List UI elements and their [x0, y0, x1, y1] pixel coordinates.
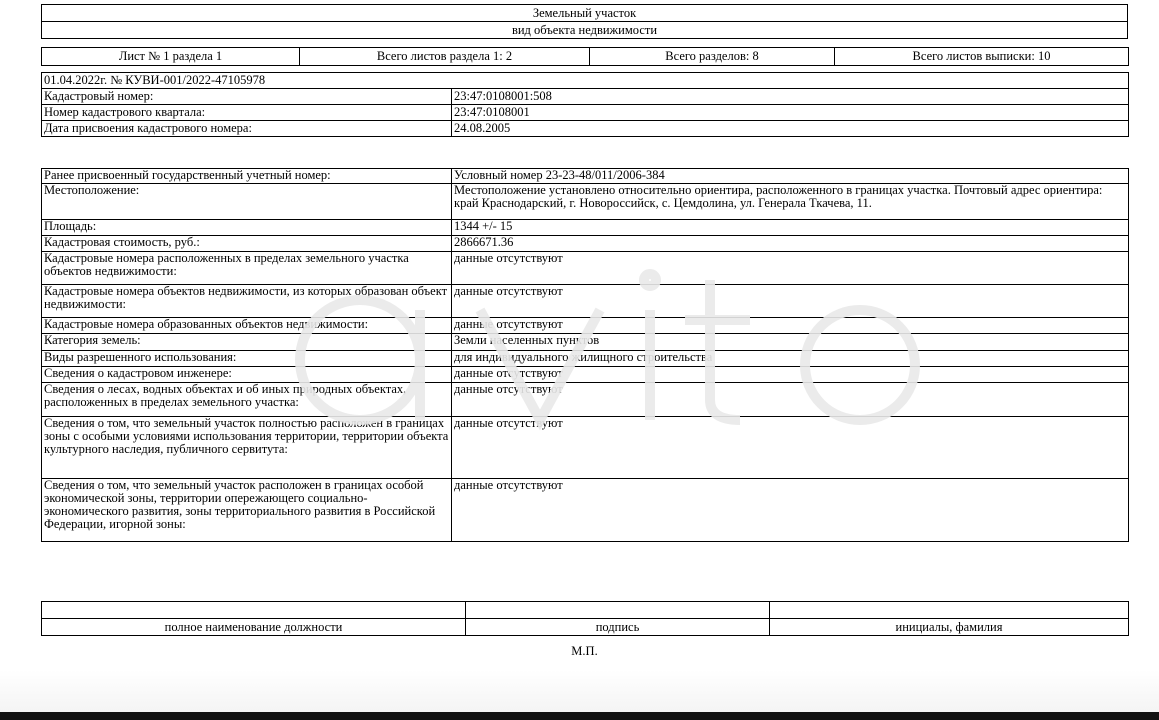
- table-row: [42, 252, 1129, 285]
- sections-total: Всего разделов: 8: [590, 48, 835, 66]
- row-label: Кадастровая стоимость, руб.:: [42, 236, 452, 252]
- sheets-info-table: [41, 47, 1129, 66]
- table-row: [42, 417, 1129, 479]
- row-value: данные отсутствуют: [452, 252, 1129, 285]
- viewer-bottom-edge: [0, 712, 1159, 720]
- row-label: Виды разрешенного использования:: [42, 351, 452, 367]
- name-field: [770, 602, 1129, 619]
- document-reference: 01.04.2022г. № КУВИ-001/2022-47105978: [42, 73, 1129, 89]
- row-value: данные отсутствуют: [452, 367, 1129, 383]
- signature-caption: подпись: [466, 619, 770, 636]
- table-row: [42, 351, 1129, 367]
- position-field: [42, 602, 466, 619]
- row-value: Местоположение установлено относительно ориентира, расположенного в границах участка. Почтовый адрес ориентира: край Краснодарский, г. Новороссийск, с. Цемдолина, ул. Генерала Ткачева, 11.: [452, 184, 1129, 220]
- row-label: Ранее присвоенный государственный учетный номер:: [42, 169, 452, 184]
- page-bottom-shade: [0, 670, 1159, 712]
- row-value: 23:47:0108001:508: [452, 89, 1129, 105]
- row-label: Сведения о кадастровом инженере:: [42, 367, 452, 383]
- table-row: [42, 236, 1129, 252]
- row-label: Номер кадастрового квартала:: [42, 105, 452, 121]
- table-row: [42, 89, 1129, 105]
- extract-sheets-total: Всего листов выписки: 10: [835, 48, 1129, 66]
- table-row: [42, 121, 1129, 137]
- row-value: 23:47:0108001: [452, 105, 1129, 121]
- row-label: Кадастровые номера расположенных в пределах земельного участка объектов недвижимости:: [42, 252, 452, 285]
- cadastral-info-table: [41, 72, 1129, 137]
- row-value: данные отсутствуют: [452, 383, 1129, 417]
- object-type-title: Земельный участок: [42, 5, 1128, 22]
- row-value: 24.08.2005: [452, 121, 1129, 137]
- row-label: Сведения о лесах, водных объектах и об иных природных объектах, расположенных в пределах земельного участка:: [42, 383, 452, 417]
- table-row: [42, 318, 1129, 334]
- object-kind-caption: вид объекта недвижимости: [42, 22, 1128, 39]
- table-row: [42, 367, 1129, 383]
- row-label: Кадастровые номера образованных объектов недвижимости:: [42, 318, 452, 334]
- row-label: Сведения о том, что земельный участок полностью расположен в границах зоны с особыми условиями использования территории, территории объекта культурного наследия, публичного сервитута:: [42, 417, 452, 479]
- signature-table: [41, 601, 1129, 636]
- row-value: данные отсутствуют: [452, 479, 1129, 542]
- stamp-place-label: М.П.: [571, 644, 598, 658]
- row-label: Кадастровые номера объектов недвижимости, из которых образован объект недвижимости:: [42, 285, 452, 318]
- table-row: [42, 184, 1129, 220]
- table-row: [42, 285, 1129, 318]
- signature-field: [466, 602, 770, 619]
- row-label: Дата присвоения кадастрового номера:: [42, 121, 452, 137]
- row-value: 2866671.36: [452, 236, 1129, 252]
- section-sheets-total: Всего листов раздела 1: 2: [300, 48, 590, 66]
- row-label: Площадь:: [42, 220, 452, 236]
- row-label: Категория земель:: [42, 334, 452, 351]
- row-value: для индивидуального жилищного строительства: [452, 351, 1129, 367]
- table-row: [42, 383, 1129, 417]
- table-row: [42, 105, 1129, 121]
- row-value: данные отсутствуют: [452, 285, 1129, 318]
- table-row: [42, 220, 1129, 236]
- row-label: Кадастровый номер:: [42, 89, 452, 105]
- row-value: данные отсутствуют: [452, 417, 1129, 479]
- sheet-number: Лист № 1 раздела 1: [42, 48, 300, 66]
- table-row: [42, 169, 1129, 184]
- row-value: 1344 +/- 15: [452, 220, 1129, 236]
- row-value: данные отсутствуют: [452, 318, 1129, 334]
- row-value: Условный номер 23-23-48/011/2006-384: [452, 169, 1129, 184]
- row-label: Местоположение:: [42, 184, 452, 220]
- table-row: [42, 479, 1129, 542]
- position-caption: полное наименование должности: [42, 619, 466, 636]
- table-row: [42, 334, 1129, 351]
- object-header-table: [41, 4, 1128, 39]
- name-caption: инициалы, фамилия: [770, 619, 1129, 636]
- row-value: Земли населенных пунктов: [452, 334, 1129, 351]
- row-label: Сведения о том, что земельный участок расположен в границах особой экономической зоны, территории опережающего социально-экономического развития, зоны территориального развития в Российской Федерации, игорной зоны:: [42, 479, 452, 542]
- land-plot-details-table: [41, 168, 1129, 542]
